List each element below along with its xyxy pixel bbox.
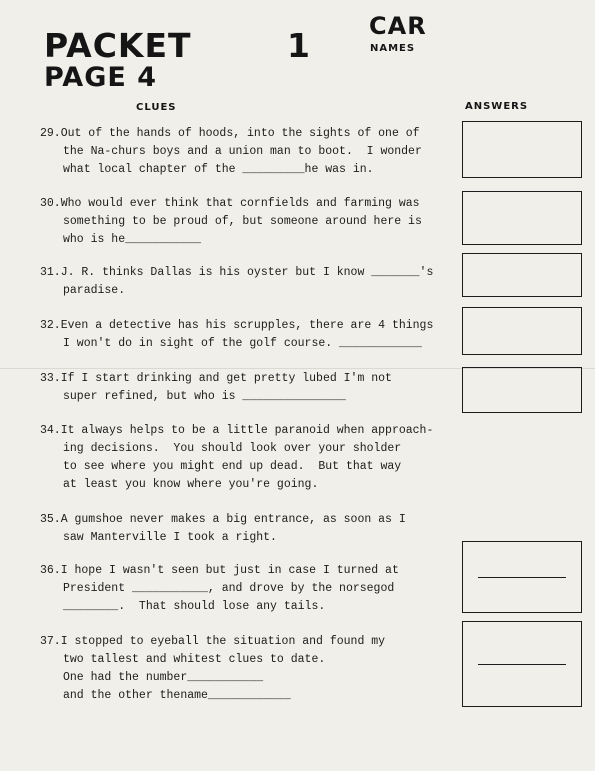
clue-35 bbox=[40, 511, 455, 547]
clue-33 bbox=[40, 370, 455, 406]
answer-box-33[interactable] bbox=[462, 367, 582, 413]
clue-line: 35.A gumshoe never makes a big entrance, as soon as I bbox=[40, 513, 406, 526]
clue-line: One had the number___________ bbox=[63, 671, 264, 684]
clue-line: the Na-churs boys and a union man to boot. I wonder bbox=[63, 145, 422, 158]
clue-line: something to be proud of, but someone around here is bbox=[63, 215, 422, 228]
clue-line: what local chapter of the _________he was in. bbox=[63, 163, 374, 176]
answer-box-37[interactable] bbox=[462, 621, 582, 707]
clue-37 bbox=[40, 633, 455, 705]
answer-box-31[interactable] bbox=[462, 253, 582, 297]
clue-line: who is he___________ bbox=[63, 233, 202, 246]
clue-line: 34.It always helps to be a little paranoid when approach- bbox=[40, 424, 434, 437]
answer-line bbox=[478, 577, 566, 578]
clue-line: super refined, but who is _______________ bbox=[63, 390, 346, 403]
clue-34 bbox=[40, 422, 455, 494]
category-title: CAR bbox=[369, 12, 427, 40]
clue-36 bbox=[40, 562, 455, 616]
page-label: PAGE 4 bbox=[44, 62, 157, 93]
answer-box-32[interactable] bbox=[462, 307, 582, 355]
clue-line: 31.J. R. thinks Dallas is his oyster but I know _______'s bbox=[40, 266, 434, 279]
clue-line: 33.If I start drinking and get pretty lubed I'm not bbox=[40, 372, 392, 385]
answers-heading: ANSWERS bbox=[465, 101, 529, 112]
clue-line: at least you know where you're going. bbox=[63, 478, 319, 491]
clue-line: to see where you might end up dead. But that way bbox=[63, 460, 402, 473]
clue-line: saw Manterville I took a right. bbox=[63, 531, 277, 544]
clue-line: President ___________, and drove by the norsegod bbox=[63, 582, 395, 595]
clue-line: paradise. bbox=[63, 284, 126, 297]
clue-line: 37.I stopped to eyeball the situation and found my bbox=[40, 635, 386, 648]
clue-32 bbox=[40, 317, 455, 353]
answer-box-29[interactable] bbox=[462, 121, 582, 178]
clue-29 bbox=[40, 125, 455, 179]
answer-box-30[interactable] bbox=[462, 191, 582, 245]
clue-line: 30.Who would ever think that cornfields and farming was bbox=[40, 197, 420, 210]
category-subtitle: NAMES bbox=[370, 43, 416, 54]
clue-line: ________. That should lose any tails. bbox=[63, 600, 326, 613]
clue-line: I won't do in sight of the golf course. ____________ bbox=[63, 337, 422, 350]
clues-heading: CLUES bbox=[136, 102, 177, 113]
clue-line: and the other thename____________ bbox=[63, 689, 291, 702]
clue-line: 36.I hope I wasn't seen but just in case I turned at bbox=[40, 564, 399, 577]
answer-line bbox=[478, 664, 566, 665]
clue-line: 32.Even a detective has his scrupples, there are 4 things bbox=[40, 319, 434, 332]
clue-31 bbox=[40, 264, 455, 300]
clue-30 bbox=[40, 195, 455, 249]
answer-box-36[interactable] bbox=[462, 541, 582, 613]
clue-line: two tallest and whitest clues to date. bbox=[63, 653, 326, 666]
packet-number: 1 bbox=[287, 26, 310, 65]
clue-line: ing decisions. You should look over your sholder bbox=[63, 442, 402, 455]
clue-line: 29.Out of the hands of hoods, into the sights of one of bbox=[40, 127, 420, 140]
packet-title: PACKET bbox=[44, 26, 192, 65]
